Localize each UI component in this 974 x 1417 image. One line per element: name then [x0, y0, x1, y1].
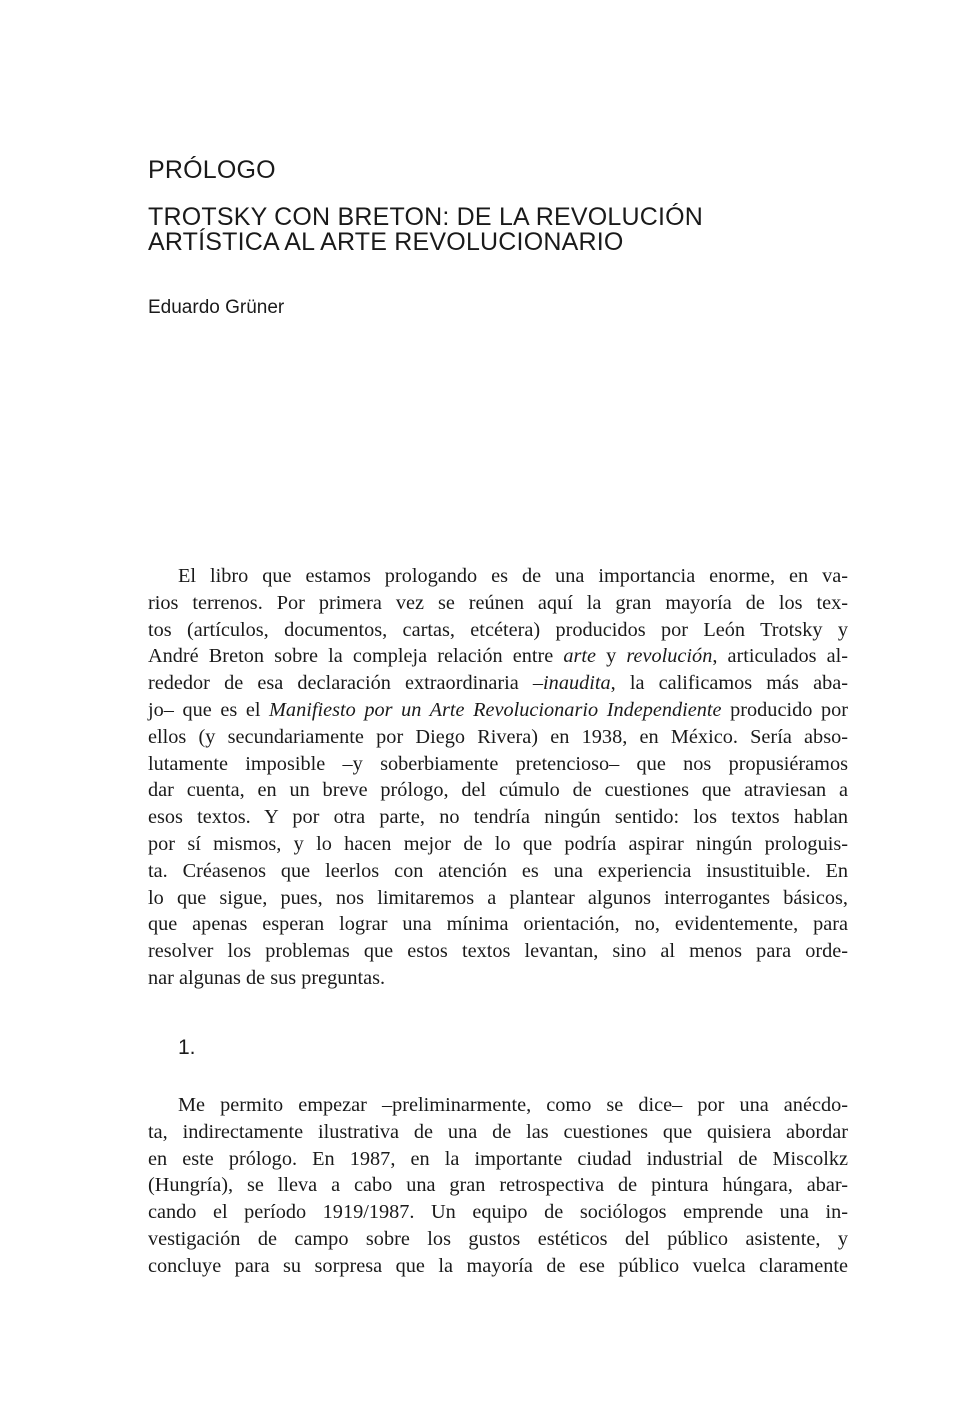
section-number: 1.	[178, 1036, 196, 1059]
text-run: jo– que es el	[148, 698, 270, 721]
paragraph-anecdote	[148, 1092, 848, 1280]
page-title	[148, 205, 703, 255]
text-line: esos textos. Y por otra parte, no tendría ningún sentido: los textos hablan	[148, 806, 848, 829]
text-line: que apenas esperan lograr una mínima orientación, no, evidentemente, para	[148, 913, 848, 936]
text-line: resolver los problemas que estos textos levantan, sino al menos para orde-	[148, 940, 848, 963]
text-line: lutamente imposible –y soberbiamente pretencioso– que nos propusiéramos	[148, 752, 848, 775]
text-line: tos (artículos, documentos, cartas, etcétera) producidos por León Trotsky y	[148, 618, 848, 641]
paragraph-intro	[148, 563, 848, 992]
author-name: Eduardo Grüner	[148, 297, 285, 318]
text-line: ta, indirectamente ilustrativa de una de las cuestiones que quisiera abordar	[148, 1120, 848, 1143]
text-line: concluye para su sorpresa que la mayoría de ese público vuelca claramente	[148, 1254, 848, 1277]
text-line: Me permito empezar –preliminarmente, como se dice– por una anécdo-	[178, 1094, 848, 1116]
text-line: (Hungría), se lleva a cabo una gran retrospectiva de pintura húngara, abar-	[148, 1174, 848, 1197]
text-line: vestigación de campo sobre los gustos estéticos del público asistente, y	[148, 1227, 848, 1250]
text-line	[148, 697, 848, 724]
text-line: lo que sigue, pues, nos limitaremos a plantear algunos interrogantes básicos,	[148, 886, 848, 909]
title-line-1: TROTSKY CON BRETON: DE LA REVOLUCIÓN	[148, 203, 704, 231]
italic-term: inaudita	[543, 672, 611, 695]
text-line: dar cuenta, en un breve prólogo, del cúmulo de cuestiones que atraviesan a	[148, 779, 848, 802]
text-line: ta. Créasenos que leerlos con atención es una experiencia insustituible. En	[148, 859, 848, 882]
text-run: , la calificamos más aba-	[610, 672, 848, 695]
text-line: en este prólogo. En 1987, en la importante ciudad industrial de Miscolkz	[148, 1147, 848, 1170]
text-line: ellos (y secundariamente por Diego Rivera) en 1938, en México. Sería abso-	[148, 725, 848, 748]
text-line	[148, 643, 848, 670]
italic-term: arte	[563, 645, 597, 668]
text-run: y	[596, 645, 627, 668]
text-run: rededor de esa declaración extraordinaria –	[148, 672, 544, 695]
italic-title: Manifiesto por un Arte Revolucionario Independiente	[269, 698, 722, 721]
text-line: por sí mismos, y lo hacen mejor de lo que podría aspirar ningún prologuis-	[148, 832, 848, 855]
section-kicker: PRÓLOGO	[148, 156, 276, 184]
italic-term: revolución	[626, 645, 713, 668]
text-line: cando el período 1919/1987. Un equipo de sociólogos emprende una in-	[148, 1201, 848, 1224]
text-line: nar algunas de sus preguntas.	[148, 966, 386, 989]
text-line	[148, 670, 848, 697]
text-line: rios terrenos. Por primera vez se reúnen aquí la gran mayoría de los tex-	[148, 591, 848, 614]
text-run: , articulados al-	[712, 645, 848, 668]
title-line-2: ARTÍSTICA AL ARTE REVOLUCIONARIO	[148, 228, 624, 256]
text-run: producido por	[721, 698, 848, 721]
text-run: André Breton sobre la compleja relación entre	[148, 645, 564, 668]
text-line: El libro que estamos prologando es de una importancia enorme, en va-	[178, 565, 848, 587]
